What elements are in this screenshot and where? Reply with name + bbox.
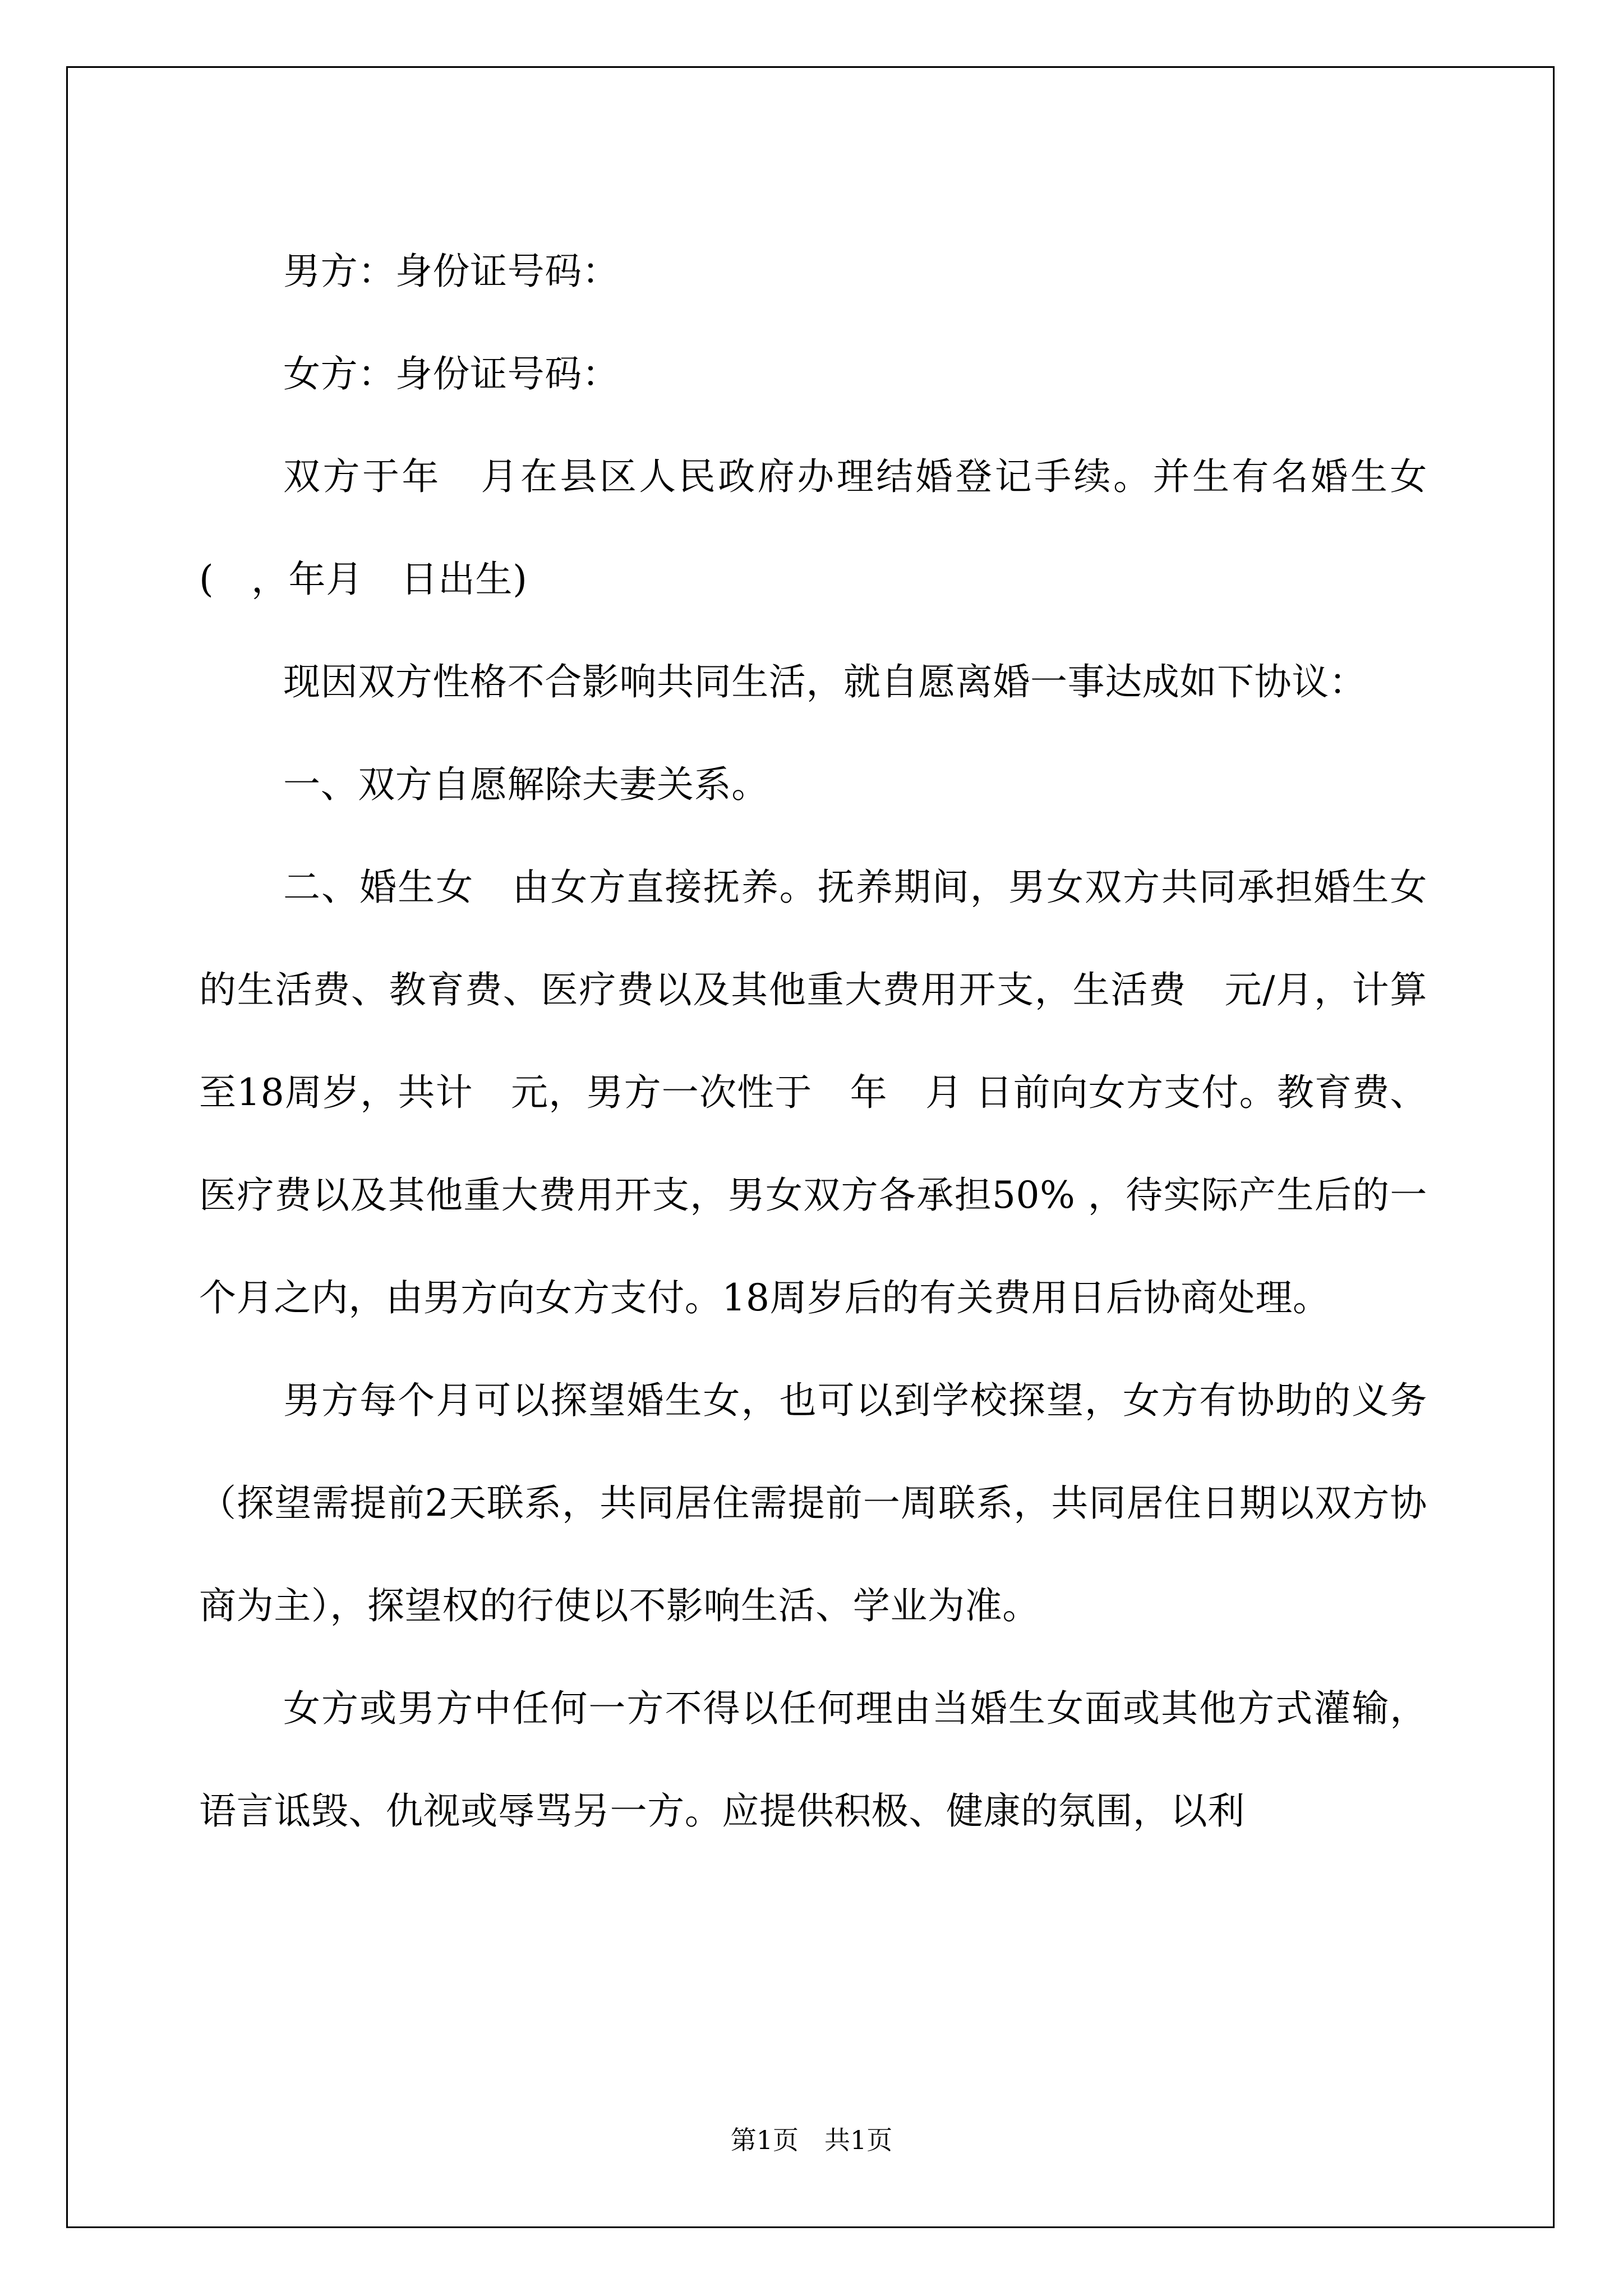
paragraph-agreement-intro: 现因双方性格不合影响共同生活，就自愿离婚一事达成如下协议： <box>283 660 1367 703</box>
paragraph-clause-one: 一、双方自愿解除夫妻关系。 <box>283 763 769 806</box>
paragraph-male-id: 男方：身份证号码： <box>283 250 620 293</box>
page-number: 第1页 共1页 <box>730 2125 893 2155</box>
paragraph-marriage-registration: 双方于年 月在县区人民政府办理结婚登记手续。并生有名婚生女( ，年月 日出生) <box>199 455 1427 601</box>
page-footer <box>0 2123 1623 2157</box>
paragraph-no-defamation: 女方或男方中任何一方不得以任何理由当婚生女面或其他方式灌输，语言诋毁、仇视或辱骂另一方。应提供积极、健康的氛围，以利 <box>199 1687 1427 1833</box>
paragraph-female-id: 女方：身份证号码： <box>283 352 620 395</box>
document-body <box>199 220 1427 1862</box>
paragraph-clause-two: 二、婚生女 由女方直接抚养。抚养期间，男女双方共同承担婚生女的生活费、教育费、医疗费以及其他重大费用开支，生活费 元/月，计算至18周岁，共计 元，男方一次性于 年 月 日前向女方支付。教育费、医疗费以及其他重大费用开支，男女双方各承担50% ，待实际产生后的一个月之内，由男方向女方支付。18周岁后的有关费用日后协商处理。 <box>199 866 1427 1319</box>
paragraph-visitation: 男方每个月可以探望婚生女，也可以到学校探望，女方有协助的义务（探望需提前2天联系，共同居住需提前一周联系，共同居住日期以双方协商为主），探望权的行使以不影响生活、学业为准。 <box>199 1379 1427 1627</box>
